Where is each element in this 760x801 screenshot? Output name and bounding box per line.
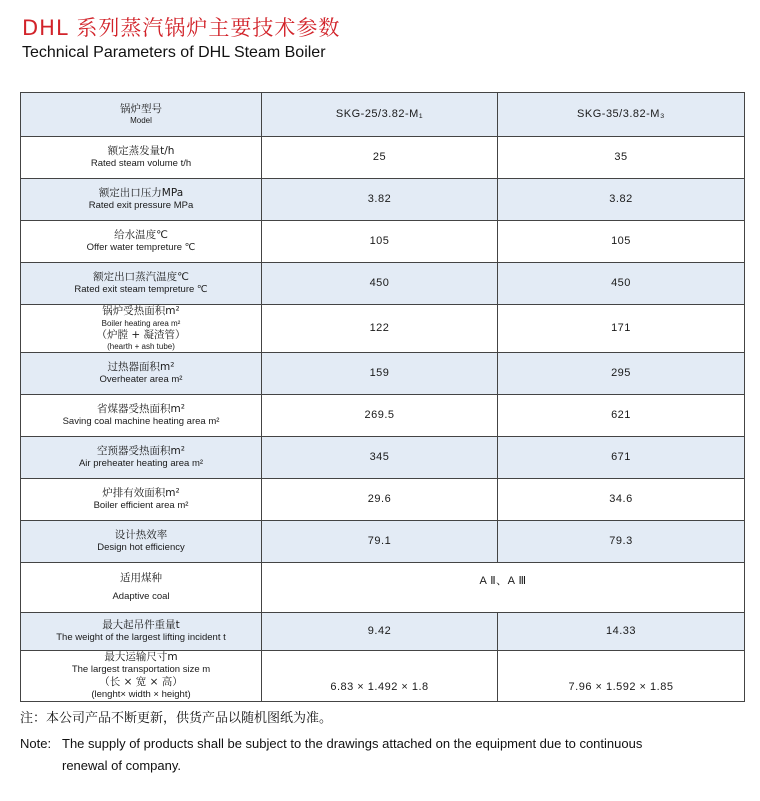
row-label [21,263,262,305]
table-row [21,437,745,479]
table-row [21,651,745,702]
label-cn: 额定蒸发量t/h [107,145,175,157]
label-cn: 省煤器受热面积m² [97,403,185,415]
label-en: Rated exit steam tempreture ℃ [74,284,208,296]
label-cn: 锅炉型号 [120,102,162,115]
value-model-2: 14.33 [498,613,745,651]
label-cn-sub: （炉膛 + 凝渣管） [96,328,186,341]
label-cn: 锅炉受热面积m² [102,305,180,318]
value-model-1: 345 [262,437,498,479]
value-model-2: 295 [498,353,745,395]
table-row [21,395,745,437]
label-en: Boiler efficient area m² [93,500,189,512]
label-cn: 额定出口蒸汽温度℃ [93,271,189,283]
row-label [21,93,262,137]
row-label [21,479,262,521]
label-en: Boiler heating area m² [101,318,181,328]
label-en: The weight of the largest lifting incident t [56,632,226,644]
value-model-2: SKG-35/3.82-M₃ [498,93,745,137]
row-label [21,137,262,179]
row-label [21,305,262,353]
value-model-2: 671 [498,437,745,479]
table-row [21,93,745,137]
label-cn: 过热器面积m² [107,361,175,373]
table-row [21,179,745,221]
label-cn: 最大运输尺寸m [104,651,178,663]
table-row [21,563,745,613]
label-en: Overheater area m² [99,374,183,386]
value-model-2: 7.96 × 1.592 × 1.85 [498,651,745,702]
value-model-1: 79.1 [262,521,498,563]
table-row [21,137,745,179]
note-cn: 注：本公司产品不断更新，供货产品以随机图纸为准。 [20,711,333,726]
label-cn: 适用煤种 [120,572,162,584]
value-model-2: 3.82 [498,179,745,221]
label-cn-sub: （长 × 宽 × 高） [99,676,183,688]
table-row [21,305,745,353]
value-model-1: 3.82 [262,179,498,221]
label-en: Model [130,116,152,126]
table-row [21,353,745,395]
label-cn: 设计热效率 [114,529,168,541]
note-en [20,733,720,777]
value-model-2: 450 [498,263,745,305]
row-label [21,353,262,395]
table-row [21,521,745,563]
page-title-cn: DHL 系列蒸汽锅炉主要技术参数 [22,16,341,40]
note-en-line1: The supply of products shall be subject to the drawings attached on the equipment due to continuous [62,736,643,751]
row-label [21,521,262,563]
row-label [21,437,262,479]
row-label [21,613,262,651]
label-cn: 最大起吊件重量t [102,619,180,631]
value-model-2: 171 [498,305,745,353]
label-en: Design hot efficiency [97,542,185,554]
label-en: Rated steam volume t/h [90,158,192,170]
value-model-2: 105 [498,221,745,263]
label-cn: 额定出口压力MPa [98,187,184,199]
label-en: Adaptive coal [112,591,170,603]
label-en: Rated exit pressure MPa [88,200,194,212]
row-label [21,179,262,221]
label-cn: 炉排有效面积m² [102,487,180,499]
value-merged: A Ⅱ、A Ⅲ [262,563,745,613]
note-en-line2: renewal of company. [62,758,181,773]
value-model-1: 9.42 [262,613,498,651]
value-model-1: 269.5 [262,395,498,437]
label-en: The largest transportation size m [71,664,211,676]
value-model-2: 79.3 [498,521,745,563]
value-model-1: 122 [262,305,498,353]
table-row [21,479,745,521]
label-en-sub: (lenght× width × height) [91,689,191,701]
table-row [21,613,745,651]
row-label [21,221,262,263]
row-label [21,563,262,613]
value-model-2: 35 [498,137,745,179]
label-en: Air preheater heating area m² [78,458,204,470]
value-model-1: 450 [262,263,498,305]
value-model-2: 621 [498,395,745,437]
value-model-1: 159 [262,353,498,395]
row-label [21,395,262,437]
label-cn: 给水温度℃ [114,229,168,241]
label-en: Saving coal machine heating area m² [62,416,220,428]
value-model-1: 25 [262,137,498,179]
value-model-2: 34.6 [498,479,745,521]
parameters-table [20,92,745,702]
table-row [21,263,745,305]
value-model-1: 29.6 [262,479,498,521]
value-model-1: 105 [262,221,498,263]
row-label [21,651,262,702]
value-model-1: 6.83 × 1.492 × 1.8 [262,651,498,702]
label-en-sub: (hearth + ash tube) [107,341,175,351]
page-title-en: Technical Parameters of DHL Steam Boiler [22,44,326,61]
label-cn: 空预器受热面积m² [97,445,185,457]
label-en: Offer water tempreture ℃ [86,242,196,254]
value-model-1: SKG-25/3.82-M₁ [262,93,498,137]
table-row [21,221,745,263]
note-en-prefix: Note: [20,736,52,751]
